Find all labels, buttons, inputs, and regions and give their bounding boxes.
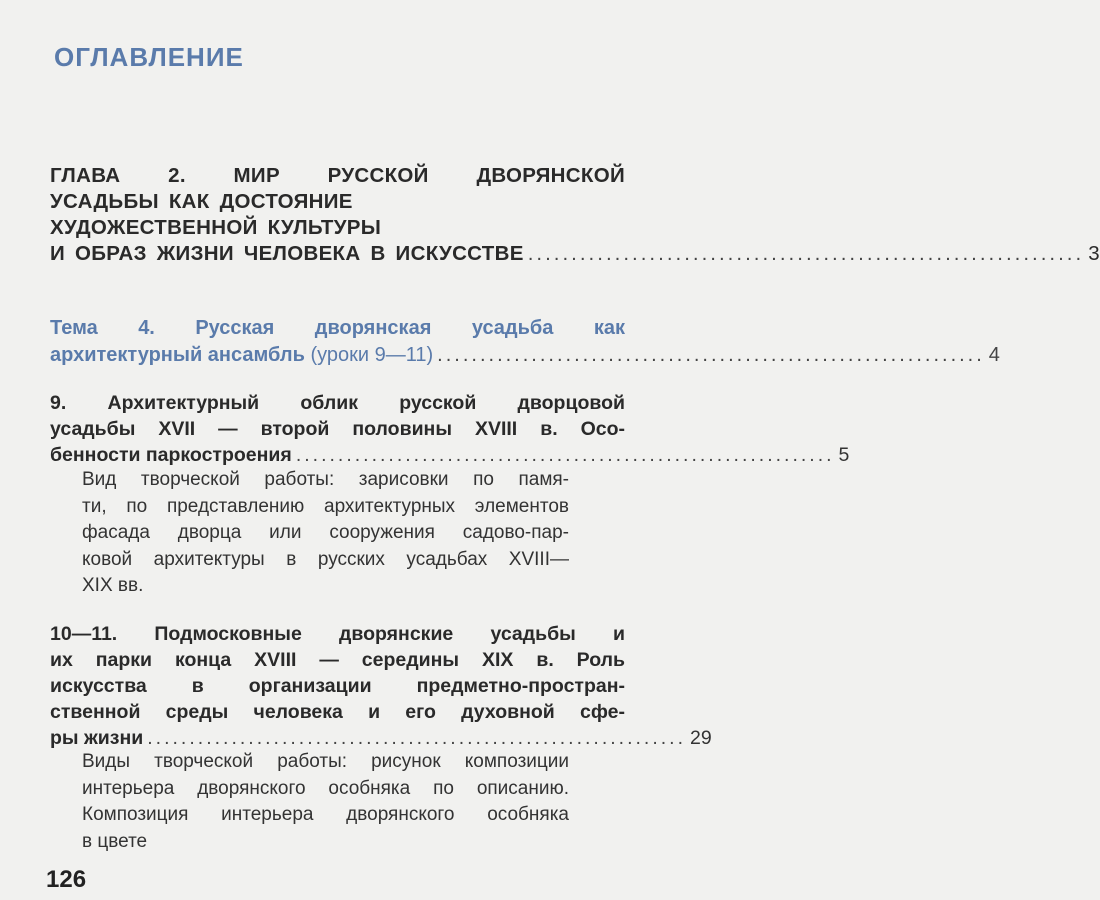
description-line: ковой архитектуры в русских усадьбах XVIII—	[82, 548, 569, 570]
entry-leader-row	[50, 725, 712, 751]
topic-leader-row	[50, 342, 1000, 369]
entry-line: 9. Архитектурный облик русской дворцовой	[50, 392, 625, 414]
description-line: Композиция интерьера дворянского особняка	[82, 804, 569, 825]
chapter-line: ГЛАВА 2. МИР РУССКОЙ ДВОРЯНСКОЙ	[50, 164, 625, 187]
topic-lessons-text: (уроки 9—11)	[310, 344, 434, 366]
dot-leader: ................................................................	[295, 444, 835, 466]
entry-page-number: 29	[690, 727, 712, 749]
entry-description	[82, 749, 569, 855]
topic-lessons	[305, 342, 433, 369]
topic-page-number: 4	[988, 344, 1000, 366]
entry-line: их парки конца XVIII — середины XIX в. Роль	[50, 649, 625, 671]
topic-line: Тема 4. Русская дворянская усадьба как	[50, 317, 625, 339]
toc-entry	[50, 390, 850, 468]
dot-leader: ................................................................	[437, 344, 985, 366]
chapter-line: УСАДЬБЫ КАК ДОСТОЯНИЕ	[50, 190, 353, 213]
entry-line: бенности паркостроения	[50, 444, 292, 466]
dot-leader: ................................................................	[147, 727, 686, 749]
description-line: XIX вв.	[82, 575, 144, 596]
description-line: фасада дворца или сооружения садово-пар-	[82, 522, 569, 543]
chapter-heading	[50, 163, 1100, 267]
toc-entry	[50, 621, 712, 751]
chapter-page-number: 3	[1088, 242, 1100, 265]
description-line: Виды творческой работы: рисунок композиции	[82, 751, 569, 772]
entry-line: 10—11. Подмосковные дворянские усадьбы и	[50, 623, 625, 645]
description-line: интерьера дворянского особняка по описанию.	[82, 777, 569, 799]
entry-line: ственной среды человека и его духовной сфе-	[50, 701, 625, 723]
entry-line: искусства в организации предметно-простран-	[50, 675, 625, 697]
chapter-line: И ОБРАЗ ЖИЗНИ ЧЕЛОВЕКА В ИСКУССТВЕ	[50, 242, 524, 265]
entry-description	[82, 467, 569, 600]
chapter-line: ХУДОЖЕСТВЕННОЙ КУЛЬТУРЫ	[50, 216, 382, 239]
page-number: 126	[46, 866, 87, 893]
page-title: ОГЛАВЛЕНИЕ	[54, 42, 244, 72]
dot-leader: ................................................................	[527, 242, 1085, 265]
description-line: ти, по представлению архитектурных элементов	[82, 495, 569, 517]
topic-line: архитектурный ансамбль	[50, 344, 305, 366]
entry-leader-row	[50, 442, 850, 468]
entry-page-number: 5	[838, 444, 850, 466]
chapter-leader-row	[50, 241, 1100, 267]
description-line: Вид творческой работы: зарисовки по памя-	[82, 469, 569, 490]
description-line: в цвете	[82, 830, 148, 852]
entry-line: ры жизни	[50, 727, 144, 749]
entry-line: усадьбы XVII — второй половины XVIII в. Осо-	[50, 418, 625, 440]
topic-heading	[50, 315, 1000, 369]
